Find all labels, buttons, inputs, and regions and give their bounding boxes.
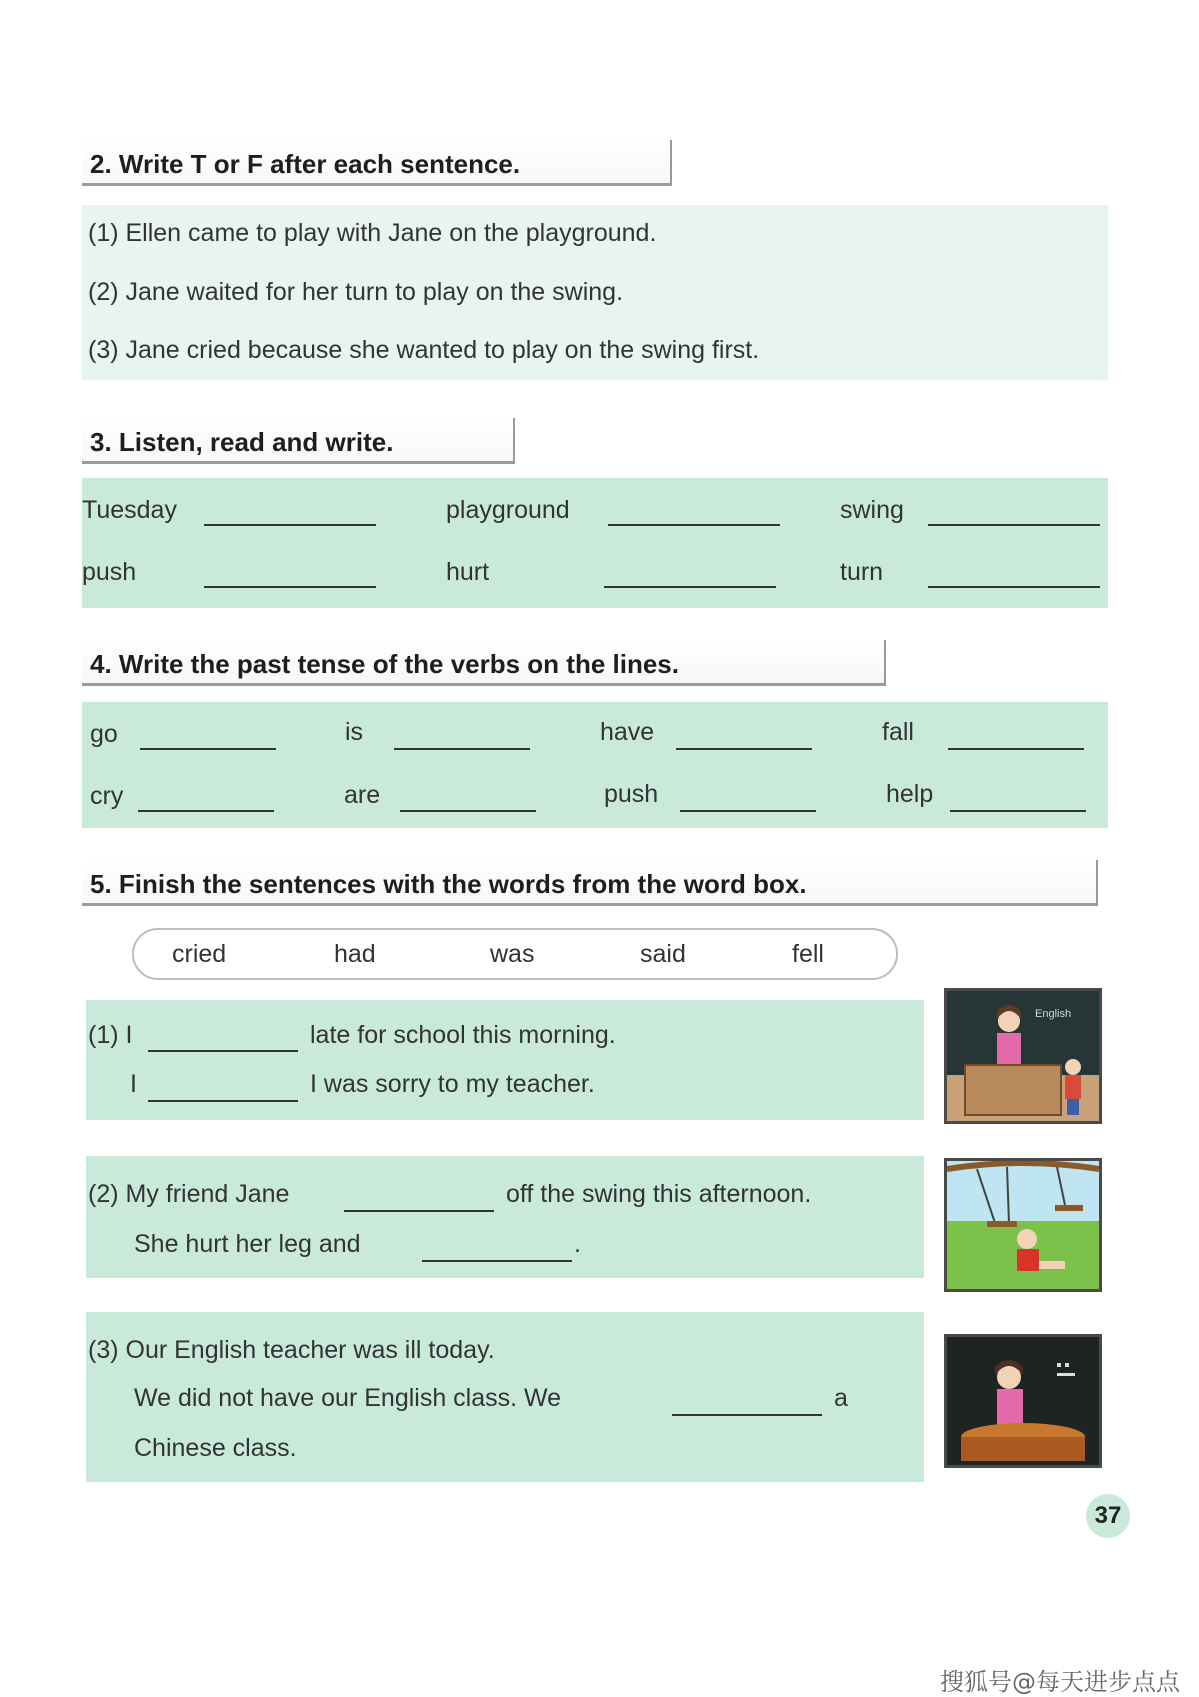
q1-line1-end: late for school this morning.	[310, 1021, 616, 1049]
blackboard-text: English	[1035, 1008, 1072, 1020]
answer-line-are[interactable]	[400, 810, 536, 812]
answer-line-push-past[interactable]	[680, 810, 816, 812]
section-3-panel	[82, 478, 1108, 608]
word-tuesday: Tuesday	[82, 496, 177, 524]
question-1-panel	[86, 1000, 924, 1120]
q3-line3: Chinese class.	[134, 1434, 297, 1462]
answer-line-tuesday[interactable]	[204, 524, 376, 526]
wordbox-had: had	[334, 940, 376, 968]
q1-line1-start: (1) I	[88, 1021, 133, 1049]
q1-blank-2[interactable]	[148, 1100, 298, 1102]
picture-chinese-class	[944, 1334, 1102, 1468]
section-4-heading	[82, 640, 886, 686]
q3-line2-start: We did not have our English class. We	[134, 1384, 562, 1412]
page-number: 37	[1086, 1494, 1130, 1538]
answer-line-cry[interactable]	[138, 810, 274, 812]
q1-line2-end: I was sorry to my teacher.	[310, 1070, 595, 1098]
verb-are: are	[344, 781, 381, 809]
word-push: push	[82, 558, 137, 586]
wordbox-said: said	[640, 940, 686, 968]
tf-sentence-2: (2) Jane waited for her turn to play on the swing.	[88, 278, 624, 306]
wordbox-cried: cried	[172, 940, 227, 968]
q2-line2-end: .	[574, 1230, 581, 1258]
picture-fell-off-swing	[944, 1158, 1102, 1292]
word-swing: swing	[840, 496, 904, 524]
section-3-title: 3. Listen, read and write.	[90, 427, 394, 457]
answer-line-swing[interactable]	[928, 524, 1100, 526]
question-2-panel	[86, 1156, 924, 1278]
section-2-title: 2. Write T or F after each sentence.	[90, 149, 521, 179]
answer-line-is[interactable]	[394, 748, 530, 750]
section-2-panel	[82, 205, 1108, 380]
word-turn: turn	[840, 558, 884, 586]
q3-line2-end: a	[834, 1384, 848, 1412]
wordbox-was: was	[490, 940, 535, 968]
q1-line2-start: I	[130, 1070, 137, 1098]
verb-fall: fall	[882, 718, 914, 746]
q1-blank-1[interactable]	[148, 1050, 298, 1052]
answer-line-have[interactable]	[676, 748, 812, 750]
section-4-panel	[82, 702, 1108, 828]
q2-line2-start: She hurt her leg and	[134, 1230, 361, 1258]
verb-have: have	[600, 718, 655, 746]
q2-blank-2[interactable]	[422, 1260, 572, 1262]
q2-line1-end: off the swing this afternoon.	[506, 1180, 812, 1208]
answer-line-fall[interactable]	[948, 748, 1084, 750]
verb-cry: cry	[90, 782, 124, 810]
q3-blank[interactable]	[672, 1414, 822, 1416]
section-4-title: 4. Write the past tense of the verbs on the lines.	[90, 649, 679, 679]
q2-line1-start: (2) My friend Jane	[88, 1180, 290, 1208]
watermark: 搜狐号@每天进步点点	[940, 1668, 1180, 1696]
tf-sentence-1: (1) Ellen came to play with Jane on the playground.	[88, 219, 657, 247]
question-3-panel	[86, 1312, 924, 1482]
tf-sentence-3: (3) Jane cried because she wanted to play on the swing first.	[88, 336, 760, 364]
answer-line-hurt[interactable]	[604, 586, 776, 588]
wordbox-fell: fell	[792, 940, 824, 968]
q3-line1: (3) Our English teacher was ill today.	[88, 1336, 495, 1364]
verb-help: help	[886, 780, 934, 808]
q2-blank-1[interactable]	[344, 1210, 494, 1212]
word-box	[132, 928, 898, 980]
section-3-heading	[82, 418, 515, 464]
word-playground: playground	[446, 496, 570, 524]
answer-line-push[interactable]	[204, 586, 376, 588]
verb-go: go	[90, 720, 118, 748]
chinese-class-illustration	[947, 1337, 1099, 1465]
section-5-heading	[82, 860, 1098, 906]
section-2-heading	[82, 140, 672, 186]
word-hurt: hurt	[446, 558, 490, 586]
answer-line-playground[interactable]	[608, 524, 780, 526]
answer-line-go[interactable]	[140, 748, 276, 750]
classroom-illustration	[947, 991, 1099, 1121]
answer-line-help[interactable]	[950, 810, 1086, 812]
swing-illustration	[947, 1161, 1099, 1289]
verb-push: push	[604, 780, 659, 808]
verb-is: is	[345, 718, 364, 746]
answer-line-turn[interactable]	[928, 586, 1100, 588]
picture-late-for-class	[944, 988, 1102, 1124]
section-5-title: 5. Finish the sentences with the words from the word box.	[90, 869, 807, 899]
